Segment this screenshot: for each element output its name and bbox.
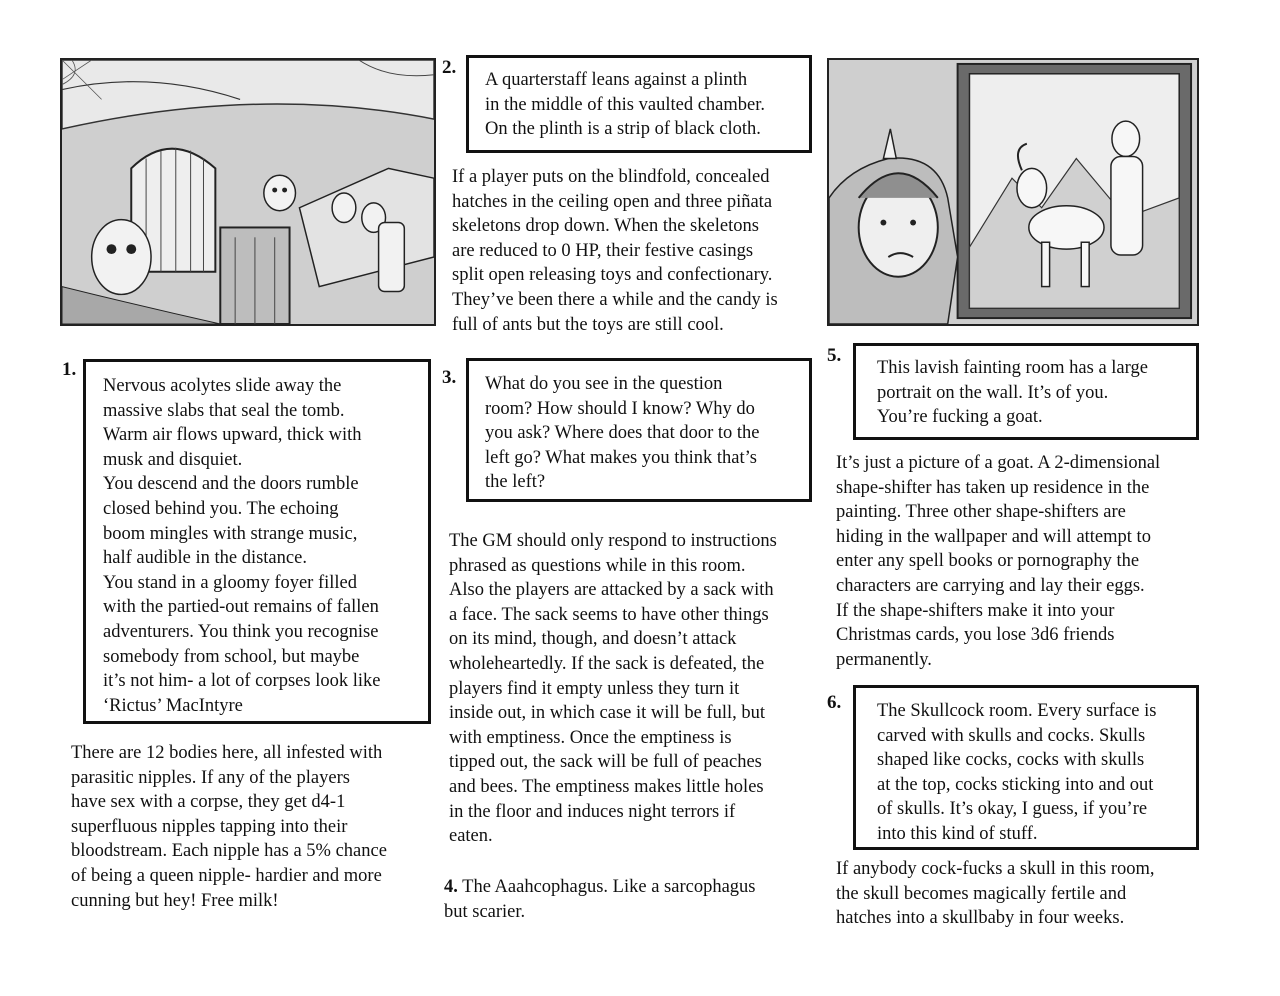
room-1-box-line: musk and disquiet. (103, 449, 243, 470)
room-6-box-line: shaped like cocks, cocks with skulls (877, 750, 1145, 771)
room-2-boxed-description (466, 55, 812, 153)
room-6-box-line: carved with skulls and cocks. Skulls (877, 725, 1146, 746)
crypt-foyer-illustration (60, 58, 436, 326)
room-2-body-line: If a player puts on the blindfold, concealed (452, 167, 770, 187)
room-5-number: 5. (827, 345, 842, 366)
room-5-body-line: It’s just a picture of a goat. A 2-dimensional (836, 453, 1161, 473)
room-1-boxed-description (83, 359, 431, 724)
room-6-body-line: the skull becomes magically fertile and (836, 883, 1127, 904)
room-2-body-line: split open releasing toys and confectionary. (452, 265, 773, 286)
room-1-box-line: somebody from school, but maybe (103, 646, 360, 667)
room-1-body-line: of being a queen nipple- hardier and more (71, 865, 382, 886)
room-2-body (452, 165, 778, 337)
room-1-body-line: parasitic nipples. If any of the players (71, 767, 350, 788)
room-3-body-line: and bees. The emptiness makes little holes (449, 776, 764, 797)
room-2-number: 2. (442, 57, 457, 78)
room-5-body-line: characters are carrying and lay their eggs. (836, 575, 1145, 596)
room-1-box-line: half audible in the distance. (103, 548, 307, 569)
room-1-box-line: Warm air flows upward, thick with (103, 425, 362, 446)
room-2-box-line: in the middle of this vaulted chamber. (485, 94, 766, 115)
room-6-number: 6. (827, 692, 842, 713)
room-5-body (836, 451, 1160, 672)
room-3-body-line: players find it empty unless they turn it (449, 678, 740, 699)
room-6-box-line: at the top, cocks sticking into and out (877, 774, 1154, 795)
room-5-body-line: hiding in the wallpaper and will attempt to (836, 526, 1151, 547)
room-5-body-line: Christmas cards, you lose 3d6 friends (836, 625, 1115, 646)
room-6-box-line: of skulls. It’s okay, I guess, if you’re (877, 799, 1148, 820)
room-4-title-text: The Aaahcophagus. Like a sarcophagus (457, 877, 756, 897)
room-6-body-line: hatches into a skullbaby in four weeks. (836, 908, 1125, 929)
room-5-body-line: If the shape-shifters make it into your (836, 600, 1115, 621)
room-2-body-line: are reduced to 0 HP, their festive casings (452, 240, 754, 261)
room-6-body (836, 857, 1155, 931)
room-1-number: 1. (62, 359, 77, 380)
room-5-body-line: enter any spell books or pornography the (836, 551, 1140, 572)
room-3-body-line: wholeheartedly. If the sack is defeated, the (449, 653, 765, 674)
room-1-box-line: it’s not him- a lot of corpses look like (103, 671, 381, 692)
room-5-box-line: portrait on the wall. It’s of you. (877, 382, 1109, 403)
room-3-body (449, 529, 777, 849)
room-3-body-line: on its mind, though, and doesn’t attack (449, 629, 737, 650)
room-1-box-line: boom mingles with strange music, (103, 523, 358, 544)
room-1-box-line: Nervous acolytes slide away the (103, 376, 342, 396)
room-6-boxed-description (853, 685, 1199, 850)
room-1-body-line: There are 12 bodies here, all infested with (71, 743, 383, 763)
room-3-body-line: tipped out, the sack will be full of peaches (449, 752, 762, 773)
room-1-box-line: massive slabs that seal the tomb. (103, 400, 345, 421)
room-3-box-line: you ask? Where does that door to the (485, 423, 760, 444)
room-3-boxed-description (466, 358, 812, 502)
room-1-box-line: adventurers. You think you recognise (103, 621, 379, 642)
room-3-body-line: The GM should only respond to instructions (449, 531, 777, 551)
room-1-body-line: have sex with a corpse, they get d4-1 (71, 792, 346, 813)
room-1-body-line: bloodstream. Each nipple has a 5% chance (71, 841, 387, 862)
room-2-body-line: hatches in the ceiling open and three piñata (452, 191, 773, 212)
room-6-body-line: If anybody cock-fucks a skull in this room, (836, 859, 1155, 879)
room-3-body-line: phrased as questions while in this room. (449, 555, 746, 576)
room-5-body-line: permanently. (836, 649, 932, 670)
room-3-box-line: left go? What makes you think that’s (485, 447, 757, 468)
room-1-body-line: superfluous nipples tapping into their (71, 816, 348, 837)
room-3-box-line: room? How should I know? Why do (485, 398, 755, 419)
room-1-body (71, 741, 387, 913)
room-5-body-line: painting. Three other shape-shifters are (836, 502, 1126, 523)
room-4-line-1 (444, 875, 756, 900)
room-5-body-line: shape-shifter has taken up residence in the (836, 477, 1150, 498)
room-1-box-line: ‘Rictus’ MacIntyre (103, 695, 243, 716)
room-2-body-line: They’ve been there a while and the candy is (452, 289, 778, 310)
room-2-box-line: On the plinth is a strip of black cloth. (485, 119, 761, 140)
room-5-boxed-description (853, 343, 1199, 440)
room-1-body-line: cunning but hey! Free milk! (71, 890, 279, 911)
room-2-box-line: A quarterstaff leans against a plinth (485, 70, 748, 90)
room-1-box-line: You descend and the doors rumble (103, 474, 359, 495)
room-4-body (444, 875, 756, 924)
room-3-body-line: a face. The sack seems to have other things (449, 604, 769, 625)
room-6-box-line: The Skullcock room. Every surface is (877, 701, 1157, 721)
room-1-box-line: You stand in a gloomy foyer filled (103, 572, 358, 593)
room-3-body-line: eaten. (449, 826, 493, 847)
room-3-number: 3. (442, 367, 457, 388)
room-2-body-line: full of ants but the toys are still cool. (452, 314, 724, 335)
room-4-number: 4. (444, 877, 458, 897)
room-6-box-line: into this kind of stuff. (877, 823, 1038, 844)
room-2-body-line: skeletons drop down. When the skeletons (452, 216, 759, 237)
room-1-box-line: closed behind you. The echoing (103, 498, 339, 519)
room-3-body-line: with emptiness. Once the emptiness is (449, 727, 732, 748)
room-3-box-line: the left? (485, 472, 546, 493)
room-5-box-line: This lavish fainting room has a large (877, 358, 1148, 378)
room-4-line-2: but scarier. (444, 901, 526, 922)
goat-portrait-illustration (827, 58, 1199, 326)
room-5-box-line: You’re fucking a goat. (877, 407, 1043, 428)
room-3-body-line: in the floor and induces night terrors if (449, 801, 736, 822)
room-1-box-line: with the partied-out remains of fallen (103, 597, 379, 618)
room-3-body-line: inside out, in which case it will be full, but (449, 703, 765, 724)
room-3-body-line: Also the players are attacked by a sack with (449, 580, 774, 601)
room-3-box-line: What do you see in the question (485, 374, 723, 394)
